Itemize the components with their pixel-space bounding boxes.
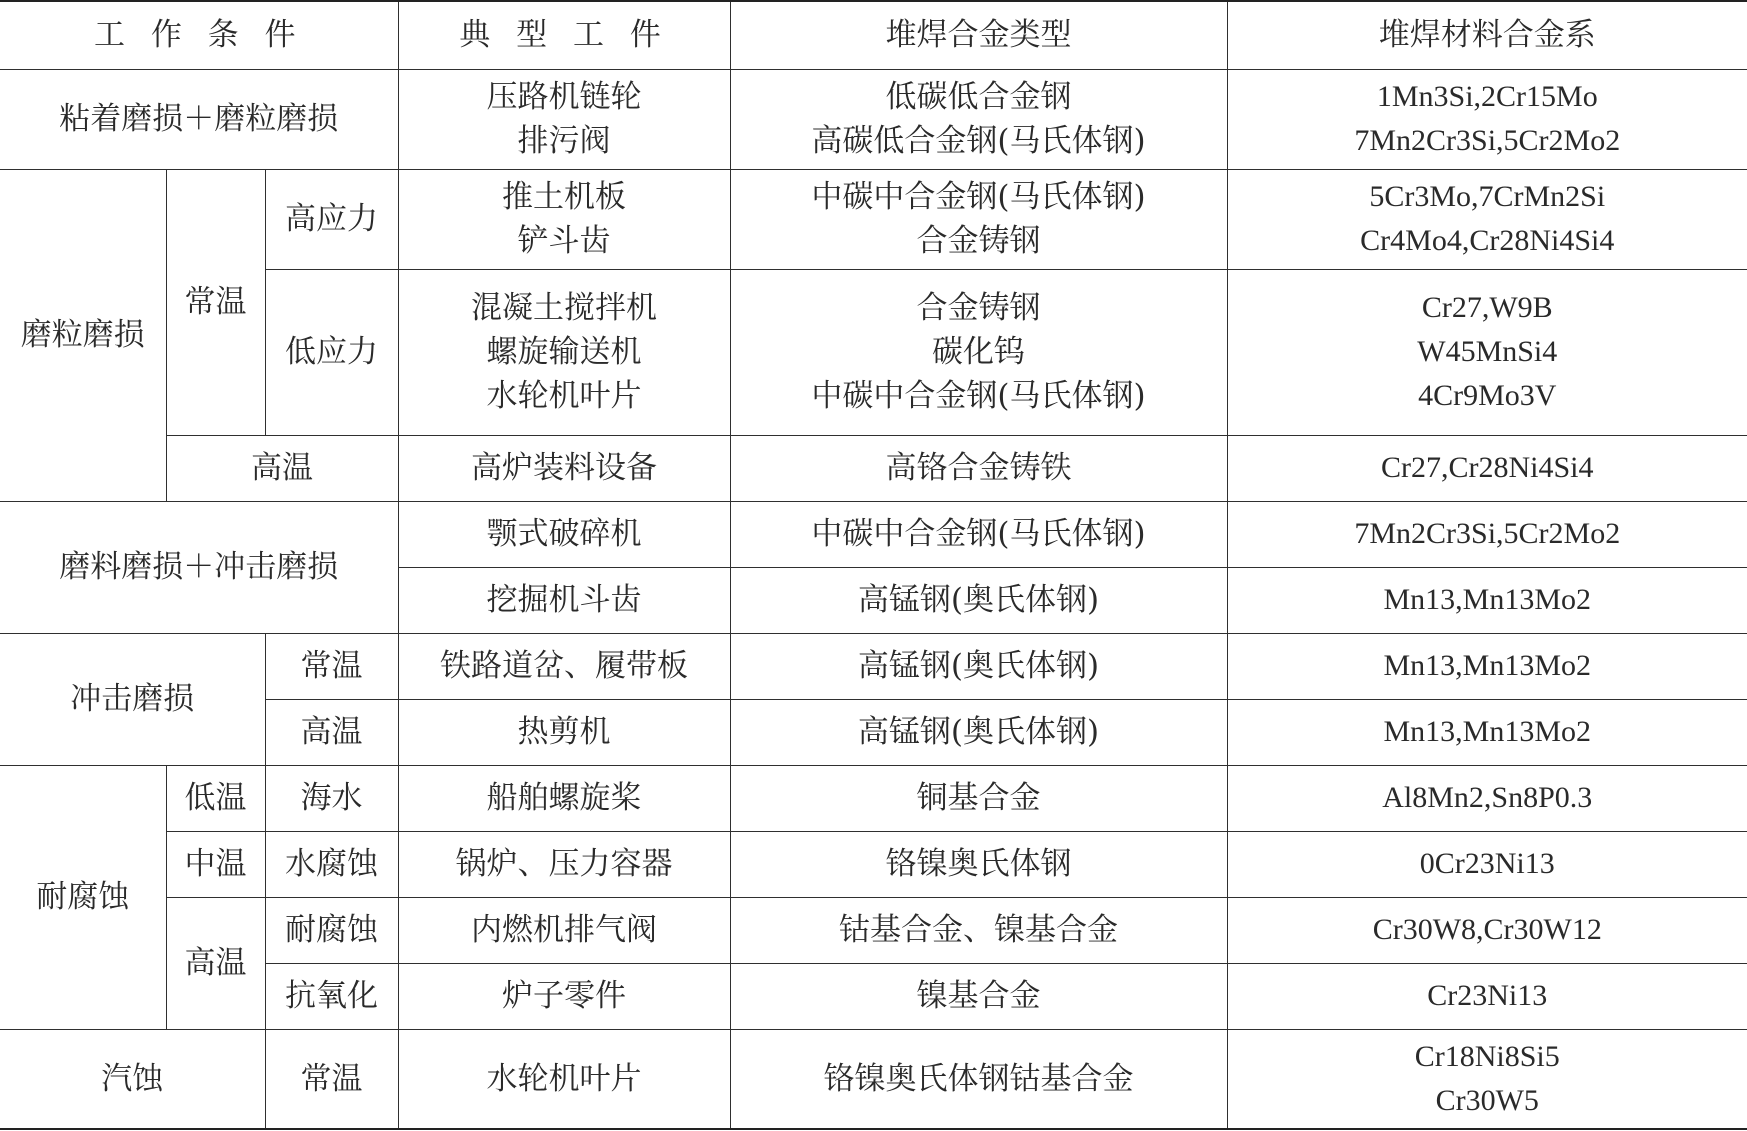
- header-row: [0, 1, 1747, 69]
- alloy-type-cell: [730, 169, 1227, 269]
- material-line: W45MnSi4: [1417, 335, 1558, 368]
- alloy-type-line: 碳化钨: [932, 334, 1026, 370]
- table-row: [0, 633, 1747, 699]
- workpiece-cell: 热剪机: [398, 699, 730, 765]
- workpiece-line: 铲斗齿: [517, 223, 611, 259]
- alloy-type-line: 高碳低合金钢(马氏体钢): [811, 123, 1146, 159]
- temperature-cell: 高温: [166, 897, 265, 1029]
- alloy-type-cell: 铬镍奥氏体钢钴基合金: [730, 1029, 1227, 1129]
- alloy-type-cell: 铬镍奥氏体钢: [730, 831, 1227, 897]
- workpiece-cell: 锅炉、压力容器: [398, 831, 730, 897]
- alloy-type-cell: 铜基合金: [730, 765, 1227, 831]
- workpiece-line: 螺旋输送机: [486, 334, 642, 370]
- header-alloy-type: 堆焊合金类型: [730, 1, 1227, 69]
- material-line: Cr4Mo4,Cr28Ni4Si4: [1360, 224, 1615, 257]
- condition-cell: 磨粒磨损: [0, 169, 166, 501]
- table-row: [0, 897, 1747, 963]
- material-cell: [1227, 169, 1747, 269]
- workpiece-cell: 水轮机叶片: [398, 1029, 730, 1129]
- medium-cell: 抗氧化: [265, 963, 398, 1029]
- table-row: [0, 765, 1747, 831]
- medium-cell: 耐腐蚀: [265, 897, 398, 963]
- alloy-type-cell: 钴基合金、镍基合金: [730, 897, 1227, 963]
- temperature-cell: 常温: [166, 169, 265, 435]
- workpiece-cell: [398, 269, 730, 435]
- workpiece-line: 水轮机叶片: [486, 378, 642, 414]
- temperature-cell: 高温: [265, 699, 398, 765]
- condition-cell: 耐腐蚀: [0, 765, 166, 1029]
- alloy-type-line: 中碳中合金钢(马氏体钢): [811, 179, 1146, 215]
- workpiece-cell: [398, 169, 730, 269]
- temperature-cell: 低温: [166, 765, 265, 831]
- table-row: [0, 501, 1747, 567]
- stress-cell: 低应力: [265, 269, 398, 435]
- workpiece-line: 排污阀: [517, 123, 611, 159]
- material-line: 5Cr3Mo,7CrMn2Si: [1369, 180, 1606, 213]
- workpiece-cell: 船舶螺旋桨: [398, 765, 730, 831]
- table-row: [0, 69, 1747, 169]
- material-line: 1Mn3Si,2Cr15Mo: [1376, 80, 1598, 113]
- medium-cell: 水腐蚀: [265, 831, 398, 897]
- alloy-type-cell: 中碳中合金钢(马氏体钢): [730, 501, 1227, 567]
- material-cell: Mn13,Mn13Mo2: [1227, 633, 1747, 699]
- alloy-type-cell: [730, 269, 1227, 435]
- workpiece-line: 混凝土搅拌机: [471, 290, 658, 326]
- material-cell: Mn13,Mn13Mo2: [1227, 567, 1747, 633]
- alloy-type-line: 低碳低合金钢: [885, 79, 1072, 115]
- condition-cell: 磨料磨损＋冲击磨损: [0, 501, 398, 633]
- alloy-type-cell: 高锰钢(奥氏体钢): [730, 633, 1227, 699]
- table-row: [0, 169, 1747, 269]
- alloy-type-cell: 高锰钢(奥氏体钢): [730, 699, 1227, 765]
- temperature-cell: 高温: [166, 435, 398, 501]
- workpiece-line: 推土机板: [502, 179, 627, 215]
- header-condition: 工 作 条 件: [0, 1, 398, 69]
- temperature-cell: 中温: [166, 831, 265, 897]
- temperature-cell: 常温: [265, 633, 398, 699]
- material-cell: Al8Mn2,Sn8P0.3: [1227, 765, 1747, 831]
- header-workpiece: 典 型 工 件: [398, 1, 730, 69]
- workpiece-cell: 挖掘机斗齿: [398, 567, 730, 633]
- header-material: 堆焊材料合金系: [1227, 1, 1747, 69]
- table-row: [0, 435, 1747, 501]
- alloy-type-cell: 高锰钢(奥氏体钢): [730, 567, 1227, 633]
- medium-cell: 海水: [265, 765, 398, 831]
- alloy-type-cell: 高铬合金铸铁: [730, 435, 1227, 501]
- workpiece-cell: 内燃机排气阀: [398, 897, 730, 963]
- workpiece-cell: 铁路道岔、履带板: [398, 633, 730, 699]
- condition-cell: 粘着磨损＋磨粒磨损: [0, 69, 398, 169]
- material-cell: Cr23Ni13: [1227, 963, 1747, 1029]
- stress-cell: 高应力: [265, 169, 398, 269]
- material-line: 7Mn2Cr3Si,5Cr2Mo2: [1354, 124, 1621, 157]
- material-cell: Mn13,Mn13Mo2: [1227, 699, 1747, 765]
- material-cell: Cr30W8,Cr30W12: [1227, 897, 1747, 963]
- alloy-type-cell: [730, 69, 1227, 169]
- workpiece-cell: 高炉装料设备: [398, 435, 730, 501]
- material-cell: [1227, 1029, 1747, 1129]
- table-row: [0, 831, 1747, 897]
- material-cell: Cr27,Cr28Ni4Si4: [1227, 435, 1747, 501]
- material-cell: 7Mn2Cr3Si,5Cr2Mo2: [1227, 501, 1747, 567]
- table-row: [0, 1029, 1747, 1129]
- material-line: Cr27,W9B: [1421, 291, 1553, 324]
- material-cell: [1227, 269, 1747, 435]
- material-cell: 0Cr23Ni13: [1227, 831, 1747, 897]
- workpiece-cell: 颚式破碎机: [398, 501, 730, 567]
- material-line: 4Cr9Mo3V: [1418, 379, 1557, 412]
- condition-cell: 冲击磨损: [0, 633, 265, 765]
- material-line: Cr30W5: [1435, 1083, 1539, 1117]
- workpiece-cell: 炉子零件: [398, 963, 730, 1029]
- temperature-cell: 常温: [265, 1029, 398, 1129]
- alloy-type-line: 中碳中合金钢(马氏体钢): [811, 378, 1146, 414]
- alloy-type-line: 合金铸钢: [916, 223, 1041, 259]
- workpiece-cell: [398, 69, 730, 169]
- condition-cell: 汽蚀: [0, 1029, 265, 1129]
- alloy-type-cell: 镍基合金: [730, 963, 1227, 1029]
- alloy-type-line: 合金铸钢: [916, 290, 1041, 326]
- material-cell: [1227, 69, 1747, 169]
- workpiece-line: 压路机链轮: [486, 79, 642, 115]
- material-line: Cr18Ni8Si5: [1414, 1039, 1560, 1073]
